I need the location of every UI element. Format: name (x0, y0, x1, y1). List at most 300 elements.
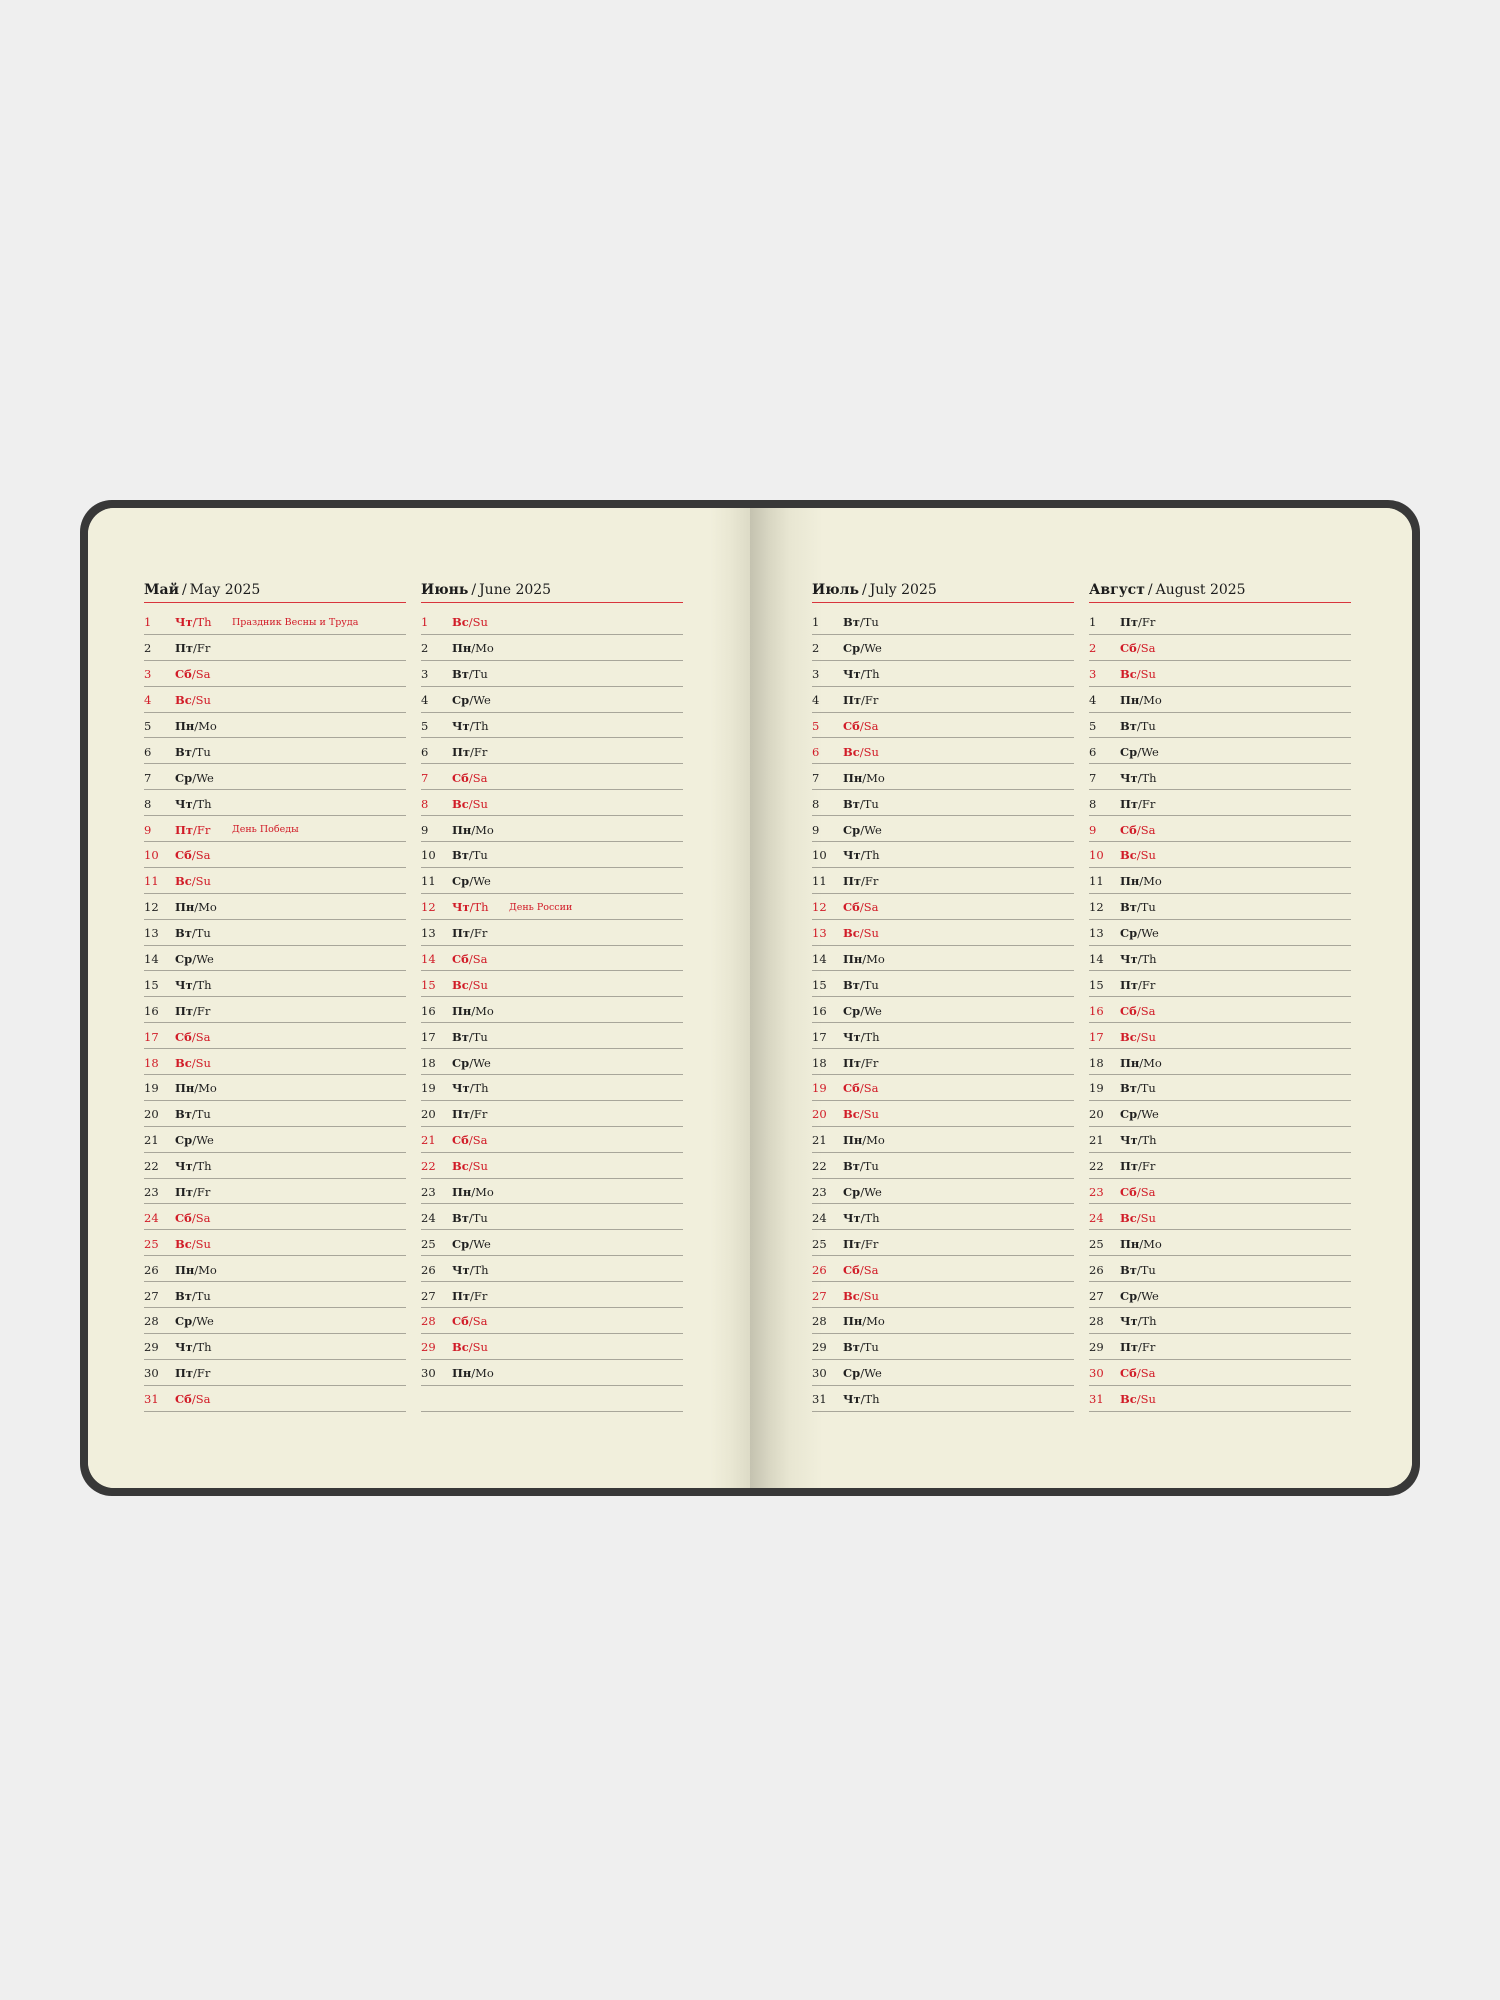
day-row (144, 1334, 406, 1360)
open-planner-pages (88, 508, 1412, 1488)
weekday-en: Th (1141, 770, 1157, 785)
weekday (452, 1237, 509, 1251)
weekday-separator: / (860, 1366, 865, 1381)
weekday (452, 1056, 509, 1070)
weekday-en: Th (864, 1392, 880, 1407)
weekday (843, 1185, 900, 1199)
weekday (843, 615, 900, 629)
weekday-ru: Сб (1120, 1185, 1137, 1200)
day-number: 14 (1089, 952, 1104, 967)
day-row (812, 1179, 1074, 1205)
weekday-ru: Пт (843, 1236, 861, 1251)
day-number: 12 (812, 900, 827, 915)
day-row (421, 635, 683, 661)
weekday-separator: / (468, 977, 473, 992)
day-number: 3 (421, 667, 429, 682)
day-number: 4 (812, 693, 820, 708)
weekday-separator: / (468, 848, 473, 863)
weekday-ru: Пт (175, 1366, 193, 1381)
weekday-separator: / (859, 900, 864, 915)
weekday-separator: / (861, 693, 865, 708)
day-row (421, 1360, 683, 1386)
day-number: 24 (421, 1210, 436, 1225)
weekday-separator: / (1136, 848, 1141, 863)
weekday-en: Th (864, 1210, 880, 1225)
title-separator: / (1147, 582, 1153, 598)
day-number: 14 (812, 952, 827, 967)
weekday (843, 693, 900, 707)
day-row (1089, 713, 1351, 739)
weekday-ru: Пт (452, 1107, 470, 1122)
weekday-separator: / (191, 848, 196, 863)
weekday (175, 1289, 232, 1303)
weekday-en: Th (864, 1029, 880, 1044)
right-page (750, 508, 1412, 1488)
weekday-ru: Вс (1120, 848, 1137, 863)
weekday (1120, 1185, 1177, 1199)
weekday-en: Th (864, 667, 880, 682)
weekday-ru: Чт (1120, 770, 1138, 785)
weekday (452, 1185, 509, 1199)
day-row (812, 997, 1074, 1023)
day-row (144, 1386, 406, 1412)
weekday-separator: / (193, 1003, 197, 1018)
weekday-ru: Пн (452, 1003, 472, 1018)
weekday-ru: Чт (843, 1392, 861, 1407)
day-number: 25 (144, 1236, 159, 1251)
weekday-separator: / (859, 615, 864, 630)
weekday-ru: Пт (175, 1185, 193, 1200)
weekday (1120, 1030, 1177, 1044)
weekday (1120, 1366, 1177, 1380)
day-number: 18 (421, 1055, 436, 1070)
day-number: 26 (1089, 1262, 1104, 1277)
day-number: 8 (144, 796, 152, 811)
weekday (843, 900, 900, 914)
weekday-ru: Ср (452, 1055, 470, 1070)
weekday-en: Th (196, 796, 212, 811)
weekday (452, 797, 509, 811)
weekday-en: Th (196, 615, 212, 630)
weekday (843, 797, 900, 811)
weekday-separator: / (192, 952, 197, 967)
day-number: 7 (421, 770, 429, 785)
day-row (421, 1230, 683, 1256)
weekday-separator: / (193, 1185, 197, 1200)
weekday (175, 952, 232, 966)
day-row (421, 609, 683, 635)
weekday-ru: Пт (1120, 615, 1138, 630)
day-number: 19 (812, 1081, 827, 1096)
weekday-ru: Сб (175, 1210, 192, 1225)
weekday (175, 1392, 232, 1406)
weekday-ru: Пт (843, 693, 861, 708)
weekday (175, 1263, 232, 1277)
weekday-separator: / (194, 1081, 199, 1096)
day-row (812, 1256, 1074, 1282)
weekday (452, 1340, 509, 1354)
day-row (812, 635, 1074, 661)
weekday-ru: Чт (175, 1159, 193, 1174)
weekday-separator: / (470, 926, 474, 941)
weekday (843, 1056, 900, 1070)
weekday-en: Su (1140, 1210, 1156, 1225)
weekday (175, 1081, 232, 1095)
weekday-separator: / (860, 1392, 865, 1407)
weekday-en: Fr (864, 1055, 879, 1070)
weekday-ru: Пн (843, 1314, 863, 1329)
month-column (144, 580, 406, 1412)
weekday-ru: Пн (452, 1185, 472, 1200)
weekday-ru: Вт (1120, 1081, 1137, 1096)
weekday-en: Th (473, 1262, 489, 1277)
weekday-ru: Пт (1120, 977, 1138, 992)
weekday-en: Mo (475, 1366, 494, 1381)
day-row (812, 738, 1074, 764)
day-number: 17 (812, 1029, 827, 1044)
weekday-en: We (473, 693, 491, 708)
weekday-ru: Вт (452, 667, 469, 682)
weekday-ru: Пт (843, 1055, 861, 1070)
weekday-en: Fr (196, 641, 211, 656)
weekday-separator: / (191, 693, 196, 708)
weekday-en: Sa (1140, 1185, 1156, 1200)
month-title (1089, 580, 1351, 603)
weekday-en: Fr (196, 1003, 211, 1018)
weekday-ru: Ср (843, 822, 861, 837)
weekday (452, 1211, 509, 1225)
day-number: 24 (1089, 1210, 1104, 1225)
weekday-separator: / (192, 1159, 197, 1174)
weekday (1120, 1314, 1177, 1328)
day-number: 4 (144, 693, 152, 708)
weekday (175, 874, 232, 888)
day-row (144, 738, 406, 764)
weekday-en: Sa (863, 900, 879, 915)
weekday-separator: / (194, 719, 199, 733)
weekday-en: Sa (472, 1314, 488, 1329)
weekday-separator: / (469, 900, 474, 915)
weekday-en: Mo (475, 641, 494, 656)
weekday-ru: Чт (452, 719, 470, 733)
day-row (421, 971, 683, 997)
weekday-separator: / (1136, 667, 1141, 682)
weekday (452, 900, 509, 914)
weekday (175, 926, 232, 940)
weekday-en: Th (1141, 1314, 1157, 1329)
weekday-ru: Вт (175, 926, 192, 941)
weekday-ru: Вс (1120, 1392, 1137, 1407)
weekday-ru: Вт (1120, 1262, 1137, 1277)
weekday-ru: Вс (843, 1107, 860, 1122)
day-number: 23 (812, 1185, 827, 1200)
weekday-ru: Чт (452, 1081, 470, 1096)
weekday (175, 719, 232, 733)
weekday (1120, 926, 1177, 940)
day-row (421, 816, 683, 842)
weekday-en: Mo (198, 719, 217, 733)
weekday-en: Th (473, 719, 489, 733)
weekday-ru: Пн (175, 900, 195, 915)
day-number: 2 (1089, 641, 1097, 656)
weekday-ru: Чт (452, 900, 470, 915)
day-number: 19 (144, 1081, 159, 1096)
weekday (843, 874, 900, 888)
weekday-separator: / (469, 874, 474, 889)
weekday (843, 1263, 900, 1277)
weekday-ru: Ср (175, 770, 193, 785)
day-number: 18 (1089, 1055, 1104, 1070)
day-row (421, 842, 683, 868)
weekday-en: Su (1140, 1392, 1156, 1407)
day-row (812, 920, 1074, 946)
weekday (452, 1263, 509, 1277)
day-number: 1 (1089, 615, 1097, 630)
weekday-en: Tu (195, 1288, 211, 1303)
weekday (843, 771, 900, 785)
day-list (421, 609, 683, 1412)
weekday-separator: / (469, 1262, 474, 1277)
weekday-ru: Вт (1120, 900, 1137, 915)
weekday-en: Tu (472, 667, 488, 682)
day-number: 18 (144, 1055, 159, 1070)
weekday-separator: / (1136, 1366, 1141, 1381)
weekday-ru: Сб (843, 719, 860, 733)
day-number: 20 (1089, 1107, 1104, 1122)
day-row (812, 764, 1074, 790)
weekday-ru: Вт (175, 1107, 192, 1122)
weekday-en: Su (863, 1107, 879, 1122)
weekday-en: Fr (1141, 796, 1156, 811)
weekday (175, 1159, 232, 1173)
weekday-ru: Сб (175, 667, 192, 682)
day-row (421, 1153, 683, 1179)
weekday-separator: / (860, 822, 865, 837)
weekday-ru: Ср (1120, 1107, 1138, 1122)
day-row (1089, 1282, 1351, 1308)
weekday-ru: Вс (175, 1236, 192, 1251)
day-row (812, 1023, 1074, 1049)
day-number: 7 (144, 770, 152, 785)
weekday-separator: / (471, 822, 476, 837)
day-row (812, 1282, 1074, 1308)
weekday-ru: Вс (175, 1055, 192, 1070)
holiday-note: День Победы (232, 824, 299, 836)
weekday-ru: Пн (452, 1366, 472, 1381)
day-row (421, 764, 683, 790)
weekday-ru: Вс (175, 874, 192, 889)
weekday-separator: / (468, 667, 473, 682)
day-row (812, 816, 1074, 842)
title-separator: / (471, 582, 477, 598)
weekday-separator: / (1139, 874, 1144, 889)
weekday-separator: / (194, 1262, 199, 1277)
day-number: 1 (812, 615, 820, 630)
weekday-separator: / (861, 1236, 865, 1251)
day-number: 23 (1089, 1185, 1104, 1200)
weekday-separator: / (859, 1288, 864, 1303)
weekday-en: Tu (195, 1107, 211, 1122)
weekday (452, 745, 509, 759)
weekday-separator: / (469, 1081, 474, 1096)
day-number: 27 (421, 1288, 436, 1303)
day-row (812, 1101, 1074, 1127)
weekday-ru: Пн (452, 822, 472, 837)
weekday-separator: / (859, 719, 864, 733)
weekday-separator: / (192, 977, 197, 992)
weekday-en: Fr (864, 693, 879, 708)
day-row (144, 1282, 406, 1308)
weekday-ru: Вт (843, 977, 860, 992)
weekday-ru: Сб (175, 1392, 192, 1407)
weekday-separator: / (191, 744, 196, 759)
day-number: 11 (1089, 874, 1104, 889)
weekday (452, 771, 509, 785)
day-row (421, 868, 683, 894)
day-row (812, 687, 1074, 713)
weekday-en: Th (196, 1159, 212, 1174)
weekday (175, 900, 232, 914)
weekday (843, 1392, 900, 1406)
weekday-en: Tu (863, 1340, 879, 1355)
weekday-en: Fr (864, 874, 879, 889)
weekday (843, 641, 900, 655)
weekday-separator: / (859, 1159, 864, 1174)
day-row (1089, 790, 1351, 816)
weekday-separator: / (191, 926, 196, 941)
month-column (421, 580, 683, 1412)
weekday-ru: Сб (1120, 1003, 1137, 1018)
weekday (175, 1340, 232, 1354)
weekday-en: Fr (1141, 1159, 1156, 1174)
weekday (175, 1133, 232, 1147)
day-number: 9 (144, 822, 152, 837)
weekday-en: Su (863, 926, 879, 941)
day-row (144, 1127, 406, 1153)
weekday-separator: / (861, 874, 865, 889)
day-number: 20 (144, 1107, 159, 1122)
day-number: 20 (812, 1107, 827, 1122)
weekday-separator: / (860, 1210, 865, 1225)
day-number: 17 (1089, 1029, 1104, 1044)
weekday (843, 1237, 900, 1251)
weekday-separator: / (1136, 1262, 1141, 1277)
day-row (1089, 1230, 1351, 1256)
weekday-separator: / (469, 693, 474, 708)
day-row (812, 1334, 1074, 1360)
weekday-ru: Сб (452, 952, 469, 967)
weekday-en: Tu (863, 1159, 879, 1174)
day-number: 30 (1089, 1366, 1104, 1381)
weekday-en: Mo (198, 1262, 217, 1277)
weekday-separator: / (468, 1133, 473, 1148)
day-row (812, 1049, 1074, 1075)
day-row (812, 713, 1074, 739)
day-row (1089, 687, 1351, 713)
day-row (421, 1204, 683, 1230)
weekday-en: Fr (196, 1185, 211, 1200)
day-number: 31 (812, 1392, 827, 1407)
day-row (1089, 894, 1351, 920)
month-title (421, 580, 683, 603)
weekday-en: We (1141, 1107, 1159, 1122)
weekday (452, 641, 509, 655)
day-number: 31 (144, 1392, 159, 1407)
weekday-en: Mo (1143, 693, 1162, 708)
day-number: 27 (1089, 1288, 1104, 1303)
day-row (144, 920, 406, 946)
weekday-ru: Чт (175, 796, 193, 811)
weekday-separator: / (860, 667, 865, 682)
weekday-ru: Пн (843, 952, 863, 967)
weekday-ru: Вт (175, 744, 192, 759)
weekday-separator: / (1139, 1236, 1144, 1251)
weekday-separator: / (1136, 1029, 1141, 1044)
day-number: 21 (812, 1133, 827, 1148)
weekday-separator: / (470, 1107, 474, 1122)
weekday (843, 978, 900, 992)
weekday-en: Tu (195, 744, 211, 759)
day-row (812, 790, 1074, 816)
weekday-en: Sa (195, 1392, 211, 1407)
weekday-separator: / (862, 1314, 867, 1329)
weekday (452, 978, 509, 992)
weekday-en: Su (472, 977, 488, 992)
weekday-en: Fr (473, 744, 488, 759)
weekday-separator: / (1138, 615, 1142, 630)
weekday-separator: / (862, 770, 867, 785)
weekday (1120, 1263, 1177, 1277)
day-row (812, 1127, 1074, 1153)
weekday-separator: / (1136, 1392, 1141, 1407)
weekday-separator: / (1136, 1003, 1141, 1018)
weekday-separator: / (191, 1210, 196, 1225)
weekday-ru: Пт (1120, 1340, 1138, 1355)
day-row (812, 1230, 1074, 1256)
day-row (144, 1360, 406, 1386)
weekday-ru: Ср (843, 1003, 861, 1018)
weekday (1120, 1289, 1177, 1303)
day-number: 12 (1089, 900, 1104, 915)
day-number: 31 (1089, 1392, 1104, 1407)
weekday-ru: Пн (175, 1262, 195, 1277)
day-number: 4 (1089, 693, 1097, 708)
day-row (421, 661, 683, 687)
weekday-ru: Пн (175, 719, 195, 733)
month-title (812, 580, 1074, 603)
weekday-ru: Чт (843, 848, 861, 863)
weekday (175, 823, 232, 837)
weekday-separator: / (192, 1133, 197, 1148)
weekday-en: Sa (195, 667, 211, 682)
day-number: 6 (1089, 744, 1097, 759)
weekday-en: Sa (1140, 822, 1156, 837)
day-number: 15 (421, 977, 436, 992)
weekday (452, 1366, 509, 1380)
day-number: 8 (421, 796, 429, 811)
day-row (812, 868, 1074, 894)
weekday-en: We (864, 822, 882, 837)
weekday-separator: / (1136, 641, 1141, 656)
weekday-ru: Пт (175, 1003, 193, 1018)
weekday-separator: / (193, 641, 197, 656)
weekday-en: Su (863, 1288, 879, 1303)
day-number: 9 (421, 822, 429, 837)
weekday (1120, 1340, 1177, 1354)
day-row (812, 609, 1074, 635)
day-row (144, 1256, 406, 1282)
weekday (175, 797, 232, 811)
